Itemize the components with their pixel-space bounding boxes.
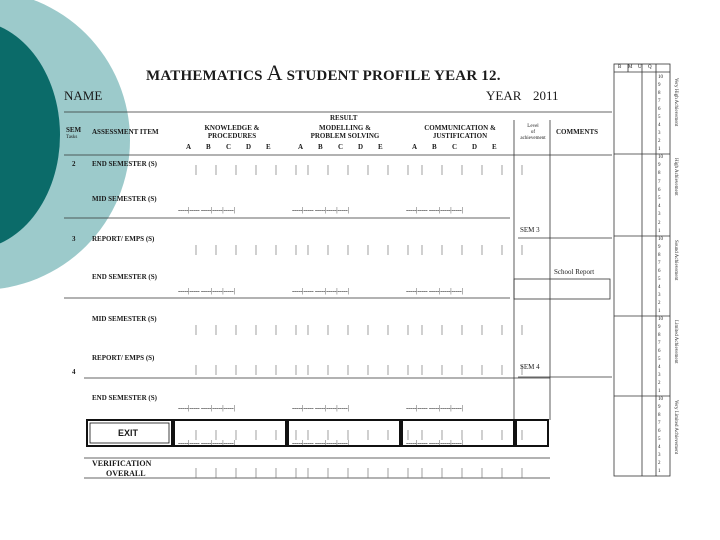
strip-scale-number: 7 xyxy=(658,99,661,104)
strip-scale-number: 4 xyxy=(658,445,661,450)
dash-group: -----|----- -----|-----|-----| xyxy=(178,287,235,295)
strip-scale-number: 8 xyxy=(658,91,661,96)
header-knowledge xyxy=(200,124,264,140)
strip-scale-number: 10 xyxy=(658,237,663,242)
name-label: NAME xyxy=(64,88,103,103)
title-letter: A xyxy=(266,60,283,85)
grade-letter: E xyxy=(378,143,383,151)
header-modelling-line2: PROBLEM SOLVING xyxy=(310,132,380,140)
header-sem: SEM xyxy=(66,126,82,134)
strip-scale-number: 9 xyxy=(658,325,661,330)
strip-scale-number: 2 xyxy=(658,301,661,306)
strip-scale-number: 5 xyxy=(658,437,661,442)
dash-group: -----|----- -----|-----|-----| xyxy=(406,439,463,447)
row-mid-semester-2: MID SEMESTER (S) xyxy=(92,315,157,323)
strip-scale-number: 5 xyxy=(658,196,661,201)
dash-group: -----|----- -----|-----|-----| xyxy=(178,404,235,412)
year-value: 2011 xyxy=(533,88,559,103)
strip-scale-number: 7 xyxy=(658,421,661,426)
strip-scale-number: 6 xyxy=(658,107,661,112)
grade-letter: C xyxy=(226,143,232,151)
header-knowledge-line2: PROCEDURES xyxy=(207,132,257,140)
grade-letter: D xyxy=(246,143,252,151)
row-end-semester-2: END SEMESTER (S) xyxy=(92,273,157,281)
grade-letter: B xyxy=(432,143,437,151)
strip-scale-number: 5 xyxy=(658,115,661,120)
dash-group: -----|----- -----|-----|-----| xyxy=(292,404,349,412)
strip-achievement-label: Very Limited Achievement xyxy=(673,400,678,455)
strip-scale-number: 1 xyxy=(658,469,661,474)
grade-letter: C xyxy=(338,143,344,151)
strip-scale-number: 9 xyxy=(658,245,661,250)
row-verification: VERIFICATION xyxy=(92,459,152,468)
dash-group: -----|----- -----|-----|-----| xyxy=(406,404,463,412)
strip-scale-number: 10 xyxy=(658,75,663,80)
strip-scale-number: 8 xyxy=(658,413,661,418)
strip-scale-number: 6 xyxy=(658,187,661,193)
row-end-semester-3: END SEMESTER (S) xyxy=(92,394,157,402)
grade-letter: D xyxy=(358,143,364,151)
strip-scale-number: 2 xyxy=(658,220,661,226)
strip-scale-number: 3 xyxy=(658,212,661,218)
strip-top-letter: Q xyxy=(648,65,652,70)
header-communication-line1: COMMUNICATION & xyxy=(424,124,496,132)
side-school-report: School Report xyxy=(554,268,595,276)
strip-scale-number: 5 xyxy=(658,357,661,362)
strip-scale-number: 9 xyxy=(658,83,661,88)
dash-group: -----|----- -----|-----|-----| xyxy=(406,287,463,295)
row-report-emps-2: REPORT/ EMPS (S) xyxy=(92,354,155,362)
header-modelling xyxy=(300,124,390,140)
title-suffix: STUDENT PROFILE YEAR 12. xyxy=(286,68,501,84)
strip-scale-number: 4 xyxy=(658,285,661,290)
strip-scale-number: 8 xyxy=(658,253,661,258)
grade-letter: A xyxy=(186,143,192,151)
strip-scale-number: 2 xyxy=(658,381,661,386)
strip-scale-number: 9 xyxy=(658,405,661,410)
strip-scale-number: 4 xyxy=(658,123,661,128)
strip-scale-number: 10 xyxy=(658,397,663,402)
strip-scale-number: 2 xyxy=(658,461,661,466)
strip-scale-number: 3 xyxy=(658,373,661,378)
grade-letter: D xyxy=(472,143,478,151)
header-modelling-line1: MODELLING & xyxy=(319,124,371,132)
strip-scale-number: 5 xyxy=(658,277,661,282)
strip-scale-number: 1 xyxy=(658,389,661,394)
title-prefix: MATHEMATICS xyxy=(146,68,263,84)
row-mid-semester-1: MID SEMESTER (S) xyxy=(92,195,157,203)
strip-scale-number: 6 xyxy=(658,269,661,274)
header-knowledge-line1: KNOWLEDGE & xyxy=(204,124,260,132)
dash-group: -----|----- -----|-----|-----| xyxy=(292,439,349,447)
strip-scale-number: 4 xyxy=(658,365,661,370)
strip-scale-number: 1 xyxy=(658,228,661,234)
strip-scale-number: 2 xyxy=(658,139,661,144)
strip-scale-number: 4 xyxy=(658,204,661,210)
row-report-emps-1: REPORT/ EMPS (S) xyxy=(92,235,155,243)
header-result: RESULT xyxy=(330,114,358,122)
header-sem-tasks: Tasks xyxy=(66,135,78,140)
sem-number-4: 4 xyxy=(72,368,76,376)
header-level-of-achievement: Level of achievement xyxy=(520,124,546,141)
strip-scale-number: 8 xyxy=(658,333,661,338)
dash-group: -----|----- -----|-----|-----| xyxy=(292,206,349,214)
header-communication xyxy=(414,124,506,140)
dash-group: -----|----- -----|-----|-----| xyxy=(178,439,235,447)
grade-letter: A xyxy=(298,143,304,151)
strip-top-letter: U xyxy=(638,65,642,70)
sem-number-3: 3 xyxy=(72,235,76,243)
strip-scale-number: 3 xyxy=(658,293,661,298)
header-assessment-item: ASSESSMENT ITEM xyxy=(92,128,159,136)
side-sem3: SEM 3 xyxy=(520,226,540,234)
strip-achievement-label: Very High Achievement xyxy=(673,78,678,127)
strip-scale-number: 6 xyxy=(658,349,661,354)
grade-letter: E xyxy=(492,143,497,151)
strip-scale-number: 1 xyxy=(658,147,661,152)
dash-group: -----|----- -----|-----|-----| xyxy=(292,287,349,295)
strip-top-letter: M xyxy=(628,65,633,70)
strip-scale-number: 7 xyxy=(658,261,661,266)
header-comments: COMMENTS xyxy=(556,128,598,136)
strip-scale-number: 9 xyxy=(658,163,661,169)
row-end-semester-1: END SEMESTER (S) xyxy=(92,160,157,168)
strip-top-letter: B xyxy=(618,65,622,70)
strip-achievement-label: Sound Achievement xyxy=(673,240,678,281)
header-communication-line2: JUSTIFICATION xyxy=(432,132,488,140)
strip-scale-number: 3 xyxy=(658,131,661,136)
strip-scale-number: 7 xyxy=(658,179,661,185)
row-overall: OVERALL xyxy=(106,469,146,478)
grade-letter: B xyxy=(206,143,211,151)
strip-scale-number: 8 xyxy=(658,171,661,177)
strip-scale-number: 6 xyxy=(658,429,661,434)
sem-number-2: 2 xyxy=(72,160,76,168)
strip-scale-number: 7 xyxy=(658,341,661,346)
grade-letter: A xyxy=(412,143,418,151)
strip-scale-number: 1 xyxy=(658,309,661,314)
grade-letter: B xyxy=(318,143,323,151)
strip-scale-number: 3 xyxy=(658,453,661,458)
grade-letter: C xyxy=(452,143,458,151)
strip-scale-number: 10 xyxy=(658,155,663,160)
dash-group: -----|----- -----|-----|-----| xyxy=(406,206,463,214)
year-label: YEAR xyxy=(486,88,522,103)
strip-achievement-label: High Achievement xyxy=(673,158,678,196)
strip-scale-number: 10 xyxy=(658,317,663,322)
row-exit: EXIT xyxy=(118,428,139,438)
dash-group: -----|----- -----|-----|-----| xyxy=(178,206,235,214)
grade-letter: E xyxy=(266,143,271,151)
side-sem4: SEM 4 xyxy=(520,363,540,371)
strip-achievement-label: Limited Achievement xyxy=(673,320,678,364)
